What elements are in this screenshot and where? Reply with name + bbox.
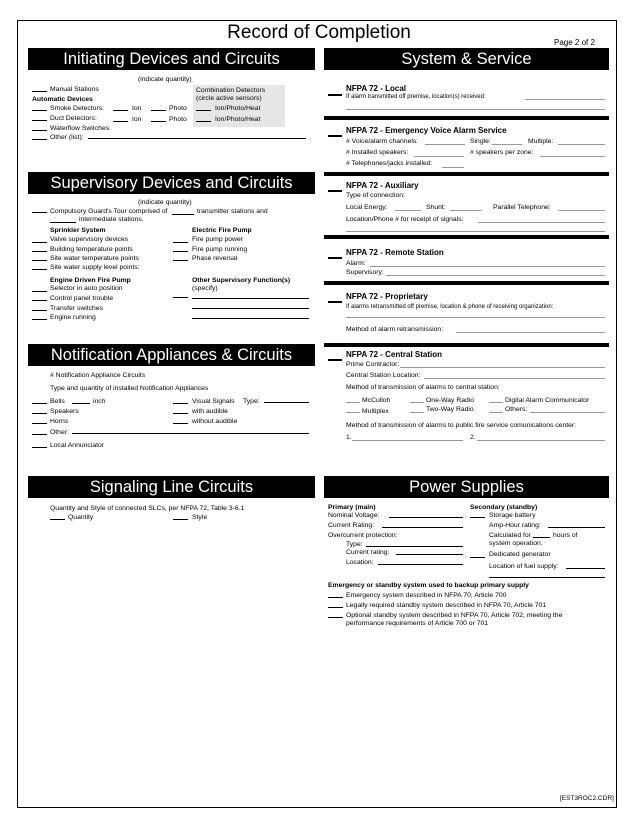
- electric-blank-1[interactable]: [173, 242, 188, 243]
- twoway-label: Two-Way Radio: [426, 406, 474, 413]
- others-blank[interactable]: [489, 412, 503, 413]
- sprinkler-blank-2[interactable]: [32, 251, 47, 252]
- supervisory-label: Supervisory:: [346, 269, 384, 276]
- slc-quantity-label: Quantity: [68, 514, 94, 521]
- telephones-label: # Telephones/jacks installed:: [346, 160, 433, 167]
- bells-inch-label: inch: [93, 398, 106, 405]
- overcurrent-type-label: Type:: [346, 541, 363, 548]
- nac-count-label: # Notification Appliance Circuits: [50, 372, 146, 379]
- divider-5: [324, 343, 609, 347]
- emergency-option-3-blank[interactable]: [328, 617, 343, 618]
- emergency-option-1: Emergency system described in NFPA 70, Article 700: [346, 592, 507, 599]
- method-number-2: 2.: [470, 434, 476, 441]
- duct-photo-label: Photo: [169, 116, 187, 123]
- proprietary-line[interactable]: [346, 317, 605, 318]
- bells-blank[interactable]: [32, 403, 47, 404]
- local-energy-label: Local Energy:: [346, 204, 388, 211]
- slc-quantity-blank[interactable]: [50, 519, 65, 520]
- calculated-label-a: Calculated for: [489, 532, 531, 539]
- other-list-line[interactable]: [88, 138, 306, 139]
- method-line-2[interactable]: [477, 440, 605, 441]
- indicate-quantity-note: (indicate quantity): [138, 76, 192, 83]
- overcurrent-label: Overcurrent protection:: [328, 532, 398, 539]
- smoke-ion-blank[interactable]: [113, 110, 128, 111]
- engine-blank-3[interactable]: [32, 310, 47, 311]
- guards-tour-blank[interactable]: [32, 212, 47, 213]
- telephones-line[interactable]: [442, 167, 464, 168]
- guards-tour-text-a: Compulsory Guard's Tour comprised of: [50, 208, 168, 215]
- electric-blank-2[interactable]: [173, 251, 188, 252]
- visual-signals-blank[interactable]: [173, 403, 188, 404]
- voice-channels-label: # Voice/alarm channels:: [346, 138, 419, 145]
- prime-contractor-line[interactable]: [400, 367, 605, 368]
- horns-blank[interactable]: [32, 423, 47, 424]
- intermediate-stations-blank[interactable]: [50, 222, 76, 223]
- divider-1: [324, 116, 609, 120]
- other-list-blank[interactable]: [32, 139, 47, 140]
- sprinkler-item-2: Building temperature points: [50, 246, 133, 253]
- nominal-voltage-label: Nominal Voltage:: [328, 512, 380, 519]
- mcculloh-blank[interactable]: [346, 402, 360, 403]
- current-rating-label: Current Rating:: [328, 522, 375, 529]
- current-rating-line[interactable]: [382, 527, 463, 528]
- local-checkbox[interactable]: [328, 94, 342, 96]
- visual-signals-label: Visual Signals: [192, 398, 235, 405]
- central-location-label: Central Station Location:: [346, 372, 421, 379]
- local-title: NFPA 72 - Local: [346, 84, 407, 93]
- transmitter-stations-blank[interactable]: [172, 214, 194, 215]
- nominal-voltage-line[interactable]: [389, 517, 463, 518]
- divider-4: [324, 281, 609, 285]
- combo-smoke-blank[interactable]: [196, 110, 211, 111]
- voice-title: NFPA 72 - Emergency Voice Alarm Service: [346, 126, 507, 135]
- electric-item-3: Phase reversal: [192, 255, 238, 262]
- oneway-blank[interactable]: [410, 402, 424, 403]
- sprinkler-item-3: Site water temperature points: [50, 255, 139, 262]
- location-label: Location:: [346, 559, 374, 566]
- mcculloh-label: McCulloh: [362, 397, 391, 404]
- power-supplies-heading: Power Supplies: [324, 476, 609, 498]
- bells-inch-blank[interactable]: [72, 403, 90, 404]
- digital-blank[interactable]: [489, 402, 503, 403]
- digital-label: Digital Alarm Communicator: [505, 397, 590, 404]
- manual-stations-label: Manual Stations: [50, 86, 99, 93]
- slc-style-blank[interactable]: [173, 519, 188, 520]
- supervisory-line[interactable]: [386, 275, 605, 276]
- engine-blank-4[interactable]: [32, 319, 47, 320]
- other-supervisory-note: (specify): [192, 285, 218, 292]
- emergency-title: Emergency or standby system used to backup primary supply: [328, 582, 529, 589]
- speakers-zone-label: # speakers per zone:: [470, 149, 534, 156]
- engine-fire-pump-label: Engine Driven Fire Pump: [50, 277, 131, 284]
- footer-code: [EST3ROC2.CDR]: [560, 795, 614, 802]
- primary-label: Primary (main): [328, 504, 376, 511]
- local-subtitle: If alarm transmitted off premise, location(s) received:: [346, 94, 486, 100]
- speakers-label: Speakers: [50, 408, 79, 415]
- sprinkler-blank-4[interactable]: [32, 269, 47, 270]
- supervisory-heading: Supervisory Devices and Circuits: [28, 172, 315, 194]
- secondary-label: Secondary (standby): [470, 504, 538, 511]
- proprietary-checkbox[interactable]: [328, 301, 342, 303]
- emergency-option-2: Legally required standby system described in NFPA 70, Article 701: [346, 602, 547, 609]
- smoke-detectors-blank[interactable]: [32, 110, 47, 111]
- remote-title: NFPA 72 - Remote Station: [346, 248, 444, 257]
- local-location-line-1[interactable]: [525, 99, 605, 100]
- amphour-label: Amp-Hour rating:: [489, 522, 541, 529]
- multiplex-blank[interactable]: [346, 412, 360, 413]
- retransmission-label: Method of alarm retransmission:: [346, 326, 444, 333]
- without-audible-label: without audible: [192, 418, 238, 425]
- smoke-detectors-label: Smoke Detectors:: [50, 105, 105, 112]
- location-phone-line-2[interactable]: [346, 231, 605, 232]
- other-supervisory-blank-1[interactable]: [173, 297, 188, 298]
- calculated-hours-blank[interactable]: [533, 537, 550, 538]
- combo-duct-blank[interactable]: [196, 121, 211, 122]
- local-location-line-2[interactable]: [346, 109, 605, 110]
- smoke-photo-label: Photo: [169, 105, 187, 112]
- duct-detectors-blank[interactable]: [32, 120, 47, 121]
- combo-duct-options[interactable]: Ion/Photo/Heat: [215, 116, 261, 123]
- other-notification-blank[interactable]: [32, 434, 47, 435]
- overcurrent-rating-label: Current rating:: [346, 549, 390, 556]
- electric-fire-pump-label: Electric Fire Pump: [192, 227, 252, 234]
- other-supervisory-title: Other Supervisory Function(s): [192, 277, 291, 284]
- visual-type-line[interactable]: [264, 402, 309, 403]
- remote-checkbox[interactable]: [328, 257, 342, 259]
- shunt-label: Shunt:: [426, 204, 446, 211]
- alarm-label: Alarm:: [346, 260, 366, 267]
- with-audible-label: with audible: [192, 408, 228, 415]
- installed-speakers-line[interactable]: [414, 156, 464, 157]
- sprinkler-item-4: Site water supply level points:: [50, 264, 140, 271]
- single-line[interactable]: [492, 144, 522, 145]
- divider-2: [324, 172, 609, 176]
- with-audible-blank[interactable]: [173, 413, 188, 414]
- visual-type-label: Type:: [243, 398, 260, 405]
- without-audible-blank[interactable]: [173, 423, 188, 424]
- central-location-line[interactable]: [424, 378, 605, 379]
- slc-description: Quantity and Style of connected SLCs, per NFPA 72, Table 3-6.1: [50, 505, 245, 512]
- storage-battery-label: Storage battery: [489, 512, 536, 519]
- speakers-blank[interactable]: [32, 413, 47, 414]
- guards-tour-text-b: transmitter stations and: [197, 208, 268, 215]
- calculated-label-b: hours of: [553, 532, 578, 539]
- type-connection-label: Type of connection:: [346, 192, 405, 199]
- divider-3: [324, 235, 609, 239]
- duct-photo-blank[interactable]: [151, 121, 166, 122]
- emergency-option-3b: performance requirements of Article 700 or 701: [346, 620, 489, 627]
- waterflow-blank[interactable]: [32, 130, 47, 131]
- multiple-label: Multiple:: [528, 138, 554, 145]
- sprinkler-blank-3[interactable]: [32, 260, 47, 261]
- central-title: NFPA 72 - Central Station: [346, 350, 443, 359]
- prime-contractor-label: Prime Contractor:: [346, 361, 400, 368]
- other-supervisory-line-1[interactable]: [192, 298, 309, 299]
- duct-ion-label: Ion: [132, 116, 142, 123]
- combination-detectors-title: Combination Detectors: [196, 87, 266, 94]
- sprinkler-system-label: Sprinkler System: [50, 227, 106, 234]
- voice-channels-line[interactable]: [425, 144, 465, 145]
- shunt-line[interactable]: [450, 210, 482, 211]
- other-supervisory-line-3[interactable]: [192, 318, 309, 319]
- automatic-devices-label: Automatic Devices: [32, 96, 93, 103]
- manual-stations-blank[interactable]: [32, 91, 47, 92]
- fuel-location-line[interactable]: [566, 568, 605, 569]
- electric-blank-3[interactable]: [173, 260, 188, 261]
- engine-blank-2[interactable]: [32, 300, 47, 301]
- location-phone-line-1[interactable]: [478, 222, 605, 223]
- fuel-location-line-2[interactable]: [489, 577, 605, 578]
- amphour-line[interactable]: [548, 527, 605, 528]
- other-supervisory-line-2[interactable]: [192, 308, 309, 309]
- guards-tour-text-c: intermediate stations.: [79, 216, 144, 223]
- notification-heading: Notification Appliances & Circuits: [28, 344, 315, 366]
- page-number: Page 2 of 2: [554, 38, 595, 47]
- engine-item-4: Engine running: [50, 314, 96, 321]
- proprietary-subtitle: If alarms retransmitted off premise, location & phone of receiving organization:: [346, 304, 554, 310]
- engine-item-1: Selector in auto position: [50, 285, 123, 292]
- others-label: Others:: [505, 406, 528, 413]
- local-energy-line[interactable]: [395, 210, 421, 211]
- sprinkler-item-1: Valve supervisory devices: [50, 236, 129, 243]
- slc-style-label: Style: [192, 514, 208, 521]
- installed-speakers-label: # Installed speakers:: [346, 149, 409, 156]
- smoke-ion-label: Ion: [132, 105, 142, 112]
- engine-item-3: Transfer switches: [50, 305, 104, 312]
- overcurrent-type-line[interactable]: [366, 546, 463, 547]
- generator-label: Dedicated generator: [489, 551, 551, 558]
- emergency-option-2-blank[interactable]: [328, 607, 343, 608]
- location-line[interactable]: [378, 564, 463, 565]
- smoke-photo-blank[interactable]: [151, 110, 166, 111]
- other-list-label: Other (list):: [50, 134, 84, 141]
- emergency-option-3a: Optional standby system described in NFPA 70, Article 702, meeting the: [346, 612, 563, 619]
- annunciator-blank[interactable]: [32, 447, 47, 448]
- single-label: Single:: [470, 138, 491, 145]
- calculated-label-c: system operation.: [489, 540, 543, 547]
- bells-label: Bells: [50, 398, 65, 405]
- twoway-blank[interactable]: [410, 412, 424, 413]
- multiplex-label: Multiplex: [362, 408, 389, 415]
- emergency-option-1-blank[interactable]: [328, 597, 343, 598]
- method-line-1[interactable]: [352, 440, 463, 441]
- waterflow-label: Waterflow Switches:: [50, 125, 111, 132]
- others-line[interactable]: [530, 412, 605, 413]
- method-number-1: 1.: [346, 434, 352, 441]
- electric-item-2: Fire pump running: [192, 246, 248, 253]
- storage-battery-blank[interactable]: [470, 517, 485, 518]
- auxiliary-title: NFPA 72 - Auxiliary: [346, 181, 419, 190]
- supervisory-indicate-note: (indicate quantity): [138, 199, 192, 206]
- public-method-label: Method of transmission of alarms to public fire service comunications center:: [346, 422, 577, 429]
- parallel-telephone-line[interactable]: [558, 210, 605, 211]
- combo-smoke-options[interactable]: Ion/Photo/Heat: [215, 105, 261, 112]
- electric-item-1: Fire pump power: [192, 236, 243, 243]
- page-title: Record of Completion: [227, 22, 411, 43]
- other-notification-label: Other:: [50, 429, 69, 436]
- duct-detectors-label: Duct Detectors:: [50, 115, 97, 122]
- engine-item-2: Control panel trouble: [50, 295, 114, 302]
- duct-ion-blank[interactable]: [113, 121, 128, 122]
- overcurrent-rating-line[interactable]: [396, 554, 463, 555]
- auxiliary-checkbox[interactable]: [328, 190, 342, 192]
- sprinkler-blank-1[interactable]: [32, 242, 47, 243]
- type-quantity-label: Type and quantity of installed Notification Appliances: [50, 385, 209, 392]
- signaling-heading: Signaling Line Circuits: [28, 476, 315, 498]
- fuel-location-label: Location of fuel supply:: [489, 563, 559, 570]
- combination-detectors-note: (circle active sensors): [196, 95, 262, 102]
- system-service-heading: System & Service: [324, 48, 609, 70]
- multiple-line[interactable]: [558, 144, 605, 145]
- oneway-label: One-Way Radio: [426, 397, 475, 404]
- speakers-zone-line[interactable]: [540, 156, 605, 157]
- location-phone-label: Location/Phone # for receipt of signals:: [346, 216, 464, 223]
- method-label: Method of transmission of alarms to central station:: [346, 384, 500, 391]
- voice-checkbox[interactable]: [328, 135, 342, 137]
- initiating-heading: Initiating Devices and Circuits: [28, 48, 315, 70]
- retransmission-line[interactable]: [456, 332, 605, 333]
- parallel-telephone-label: Parallel Telephone:: [493, 204, 551, 211]
- central-checkbox[interactable]: [328, 359, 342, 361]
- proprietary-title: NFPA 72 - Proprietary: [346, 292, 428, 301]
- engine-blank-1[interactable]: [32, 291, 47, 292]
- horns-label: Horns: [50, 418, 69, 425]
- other-notification-line[interactable]: [72, 433, 309, 434]
- annunciator-label: Local Annunciator: [50, 442, 105, 449]
- alarm-line[interactable]: [370, 266, 605, 267]
- generator-blank[interactable]: [470, 557, 485, 558]
